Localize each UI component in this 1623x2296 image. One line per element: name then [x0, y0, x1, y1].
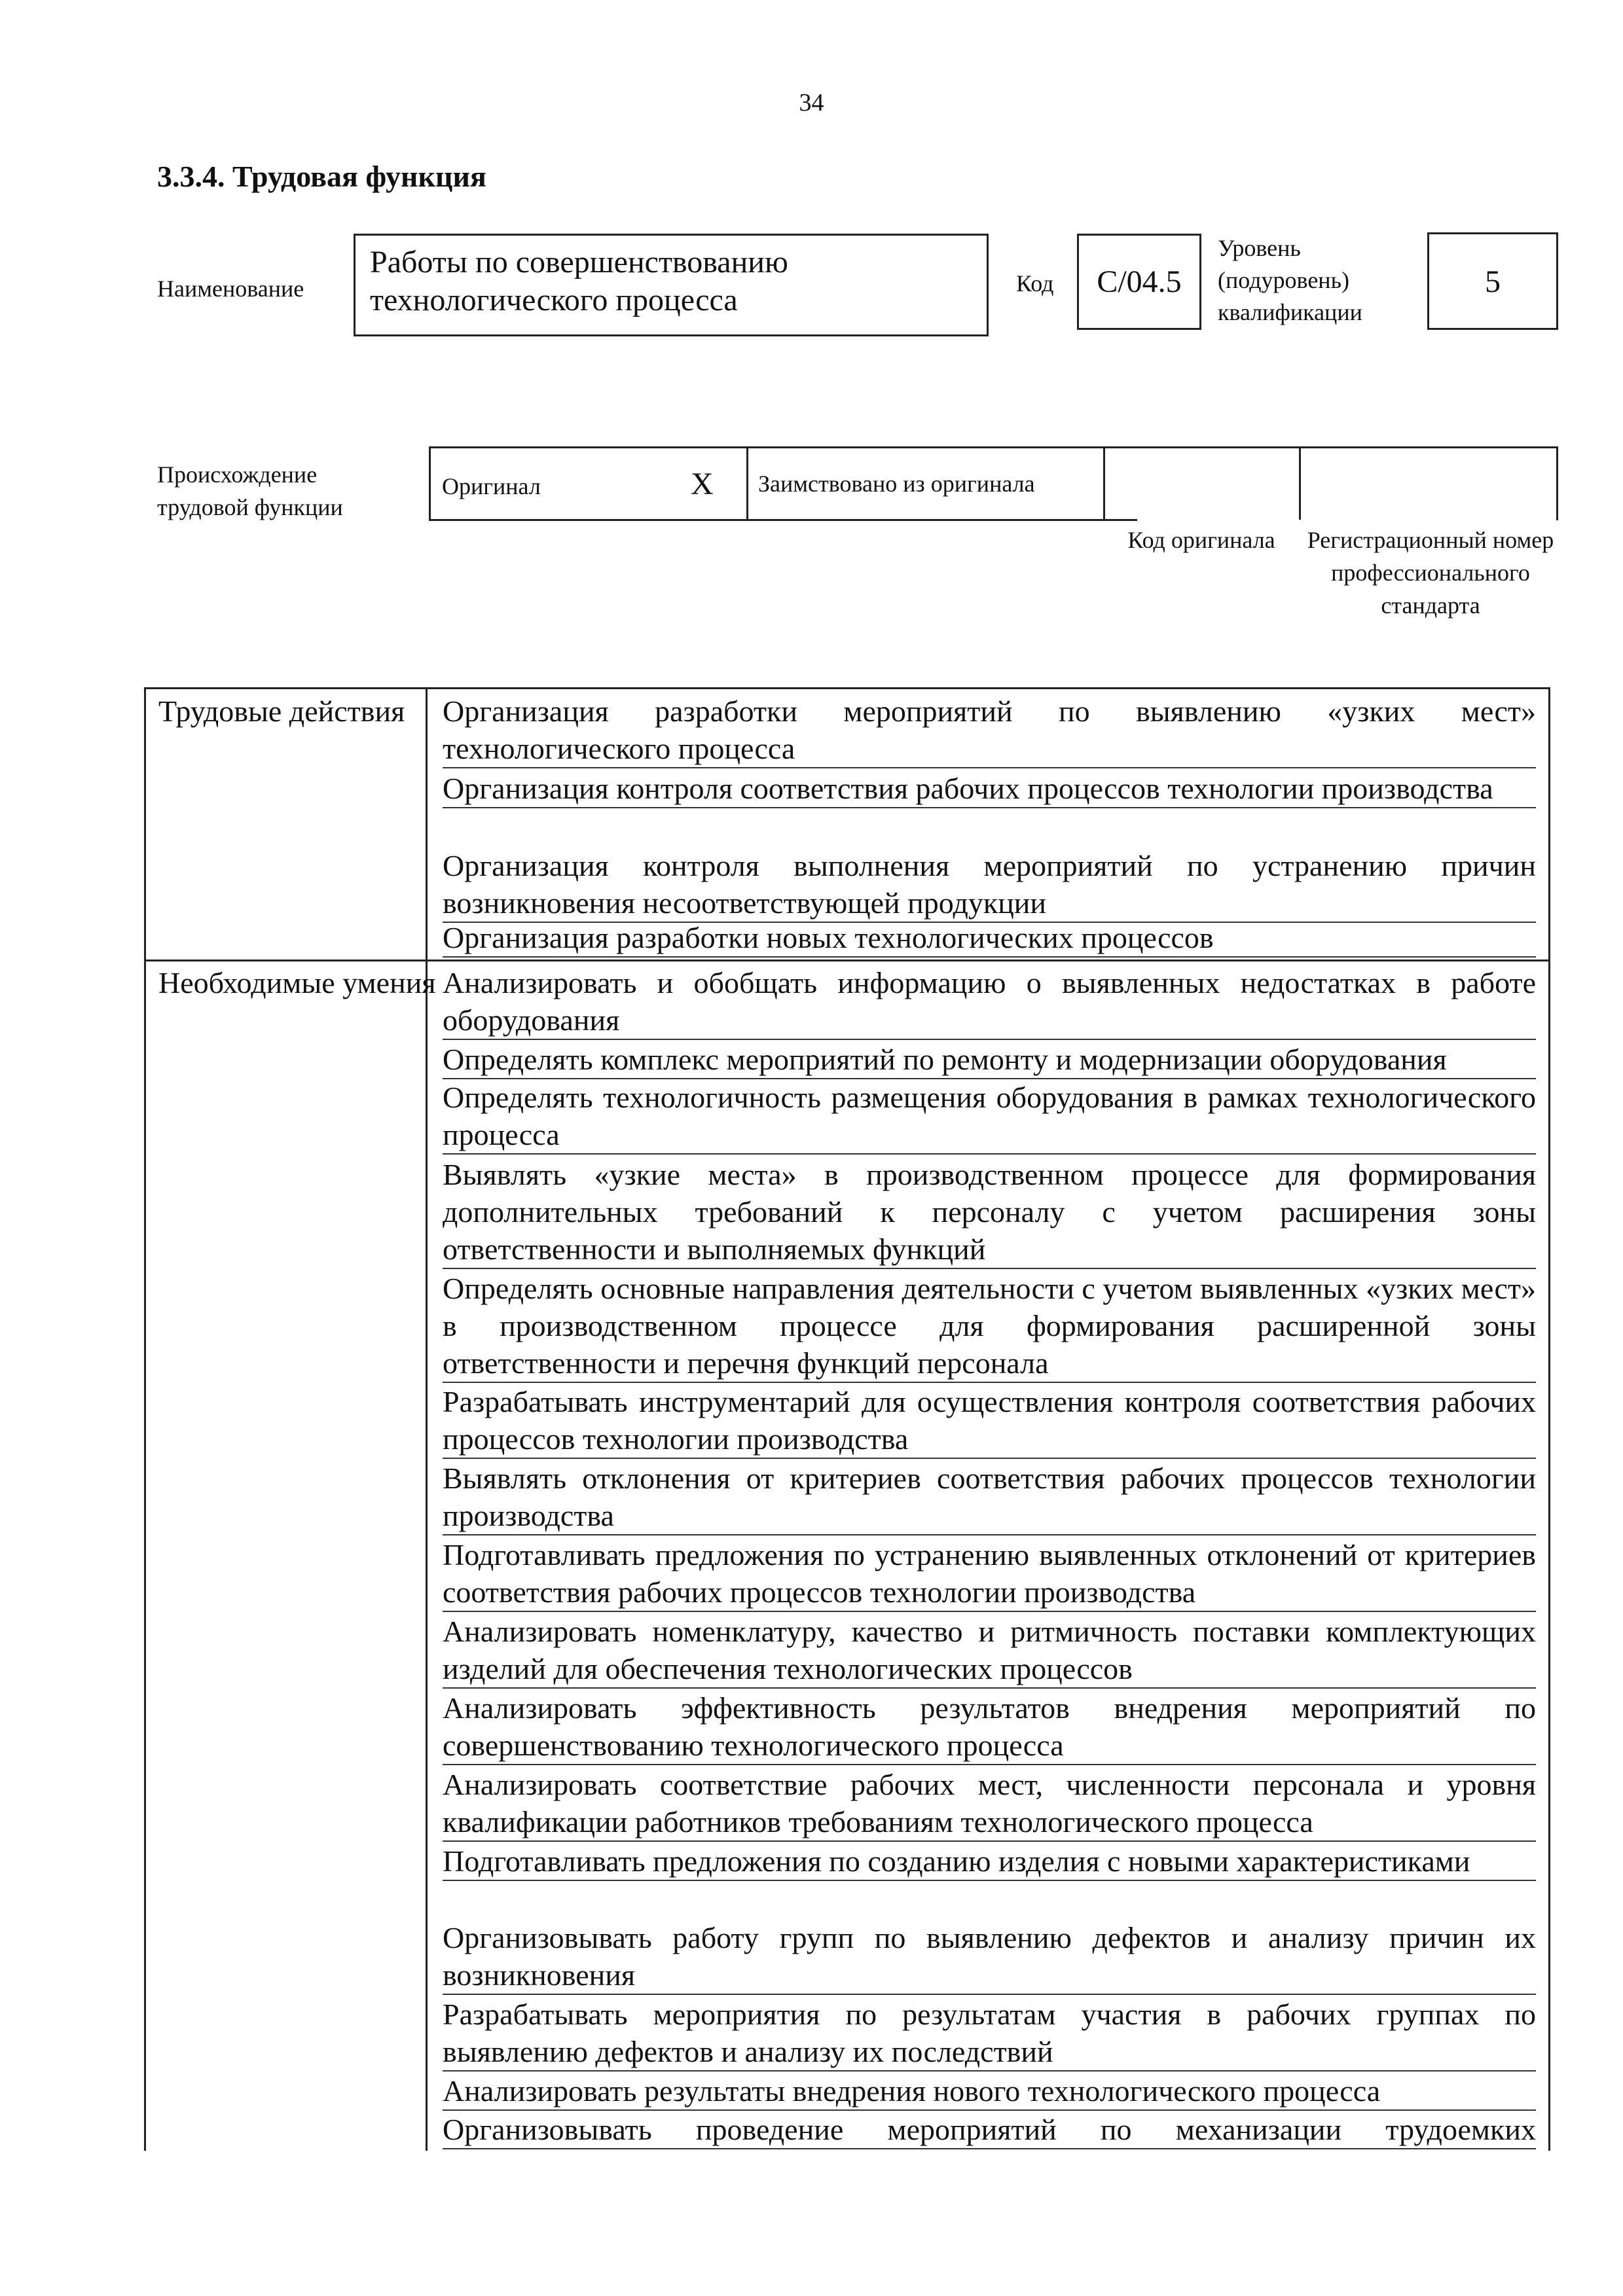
skill-row: Организовывать работу групп по выявлению дефектов и анализу причин их возникновения: [443, 1919, 1536, 1995]
table-column-divider: [426, 687, 428, 2151]
section-divider: [144, 960, 1550, 961]
origin-divider-1: [746, 446, 748, 520]
functions-table: [144, 687, 1550, 2151]
original-mark: X: [691, 467, 714, 501]
skill-row: Организовывать проведение мероприятий по механизации трудоемких: [443, 2111, 1536, 2149]
code-value-box: [1077, 234, 1201, 330]
skill-row: Разрабатывать инструментарий для осуществления контроля соответствия рабочих процессов технологии производства: [443, 1383, 1536, 1459]
action-row: Организация контроля выполнения мероприятий по устранению причин возникновения несоответствующей продукции: [443, 847, 1536, 923]
skill-row: Анализировать соответствие рабочих мест, численности персонала и уровня квалификации работников требованиям технологического процесса: [443, 1766, 1536, 1842]
page-number: 34: [799, 89, 824, 117]
skill-row: Разрабатывать мероприятия по результатам участия в рабочих группах по выявлению дефектов и анализу их последствий: [443, 1996, 1536, 2072]
skill-row: Анализировать номенклатуру, качество и ритмичность поставки комплектующих изделий для обеспечения технологических процессов: [443, 1613, 1536, 1689]
code-original-caption: Код оригинала: [1127, 527, 1275, 553]
origin-divider-2: [1103, 446, 1105, 520]
reg-number-caption: Регистрационный номер профессионального стандарта: [1307, 527, 1554, 619]
borrowed-label: Заимствовано из оригинала: [758, 471, 1035, 497]
skill-row: Выявлять «узкие места» в производственном процессе для формирования дополнительных требований к персоналу с учетом расширения зоны ответственности и выполняемых функций: [443, 1156, 1536, 1269]
skill-row: Подготавливать предложения по устранению выявленных отклонений от критериев соответствия рабочих процессов технологии производства: [443, 1536, 1536, 1612]
skill-row: Определять комплекс мероприятий по ремонту и модернизации оборудования: [443, 1041, 1536, 1079]
name-label: Наименование: [157, 276, 304, 302]
skill-row: Подготавливать предложения по созданию изделия с новыми характеристиками: [443, 1842, 1536, 1881]
skills-label: Необходимые умения: [158, 966, 436, 999]
action-row: Организация разработки мероприятий по выявлению «узких мест» технологического процесса: [443, 692, 1536, 768]
action-row: Организация разработки новых технологических процессов: [443, 919, 1536, 958]
code-value: С/04.5: [1097, 264, 1182, 299]
level-value: 5: [1485, 264, 1501, 299]
skill-row: Анализировать результаты внедрения нового технологического процесса: [443, 2072, 1536, 2111]
skill-row: Выявлять отклонения от критериев соответствия рабочих процессов технологии производства: [443, 1460, 1536, 1535]
origin-label: Происхождение трудовой функции: [157, 461, 343, 520]
actions-label: Трудовые действия: [158, 694, 405, 728]
skill-row: Определять основные направления деятельности с учетом выявленных «узких мест» в производственном процессе для формирования расширенной зоны ответственности и перечня функций персонала: [443, 1270, 1536, 1383]
level-value-box: [1427, 232, 1558, 330]
original-label: Оригинал: [442, 473, 541, 499]
name-value: Работы по совершенствованию технологического процесса: [370, 245, 788, 317]
code-label: Код: [1016, 270, 1054, 296]
skill-row: Определять технологичность размещения оборудования в рамках технологического процесса: [443, 1079, 1536, 1155]
skill-row: Анализировать эффективность результатов внедрения мероприятий по совершенствованию технологического процесса: [443, 1689, 1536, 1765]
name-value-box: [354, 234, 989, 336]
origin-box-bottom: [429, 519, 1137, 521]
skill-row: Анализировать и обобщать информацию о выявленных недостатках в работе оборудования: [443, 964, 1536, 1040]
action-row: Организация контроля соответствия рабочих процессов технологии производства: [443, 770, 1536, 808]
origin-divider-3: [1299, 446, 1301, 520]
level-label: Уровень (подуровень) квалификации: [1218, 235, 1362, 325]
section-title: 3.3.4. Трудовая функция: [157, 160, 486, 193]
